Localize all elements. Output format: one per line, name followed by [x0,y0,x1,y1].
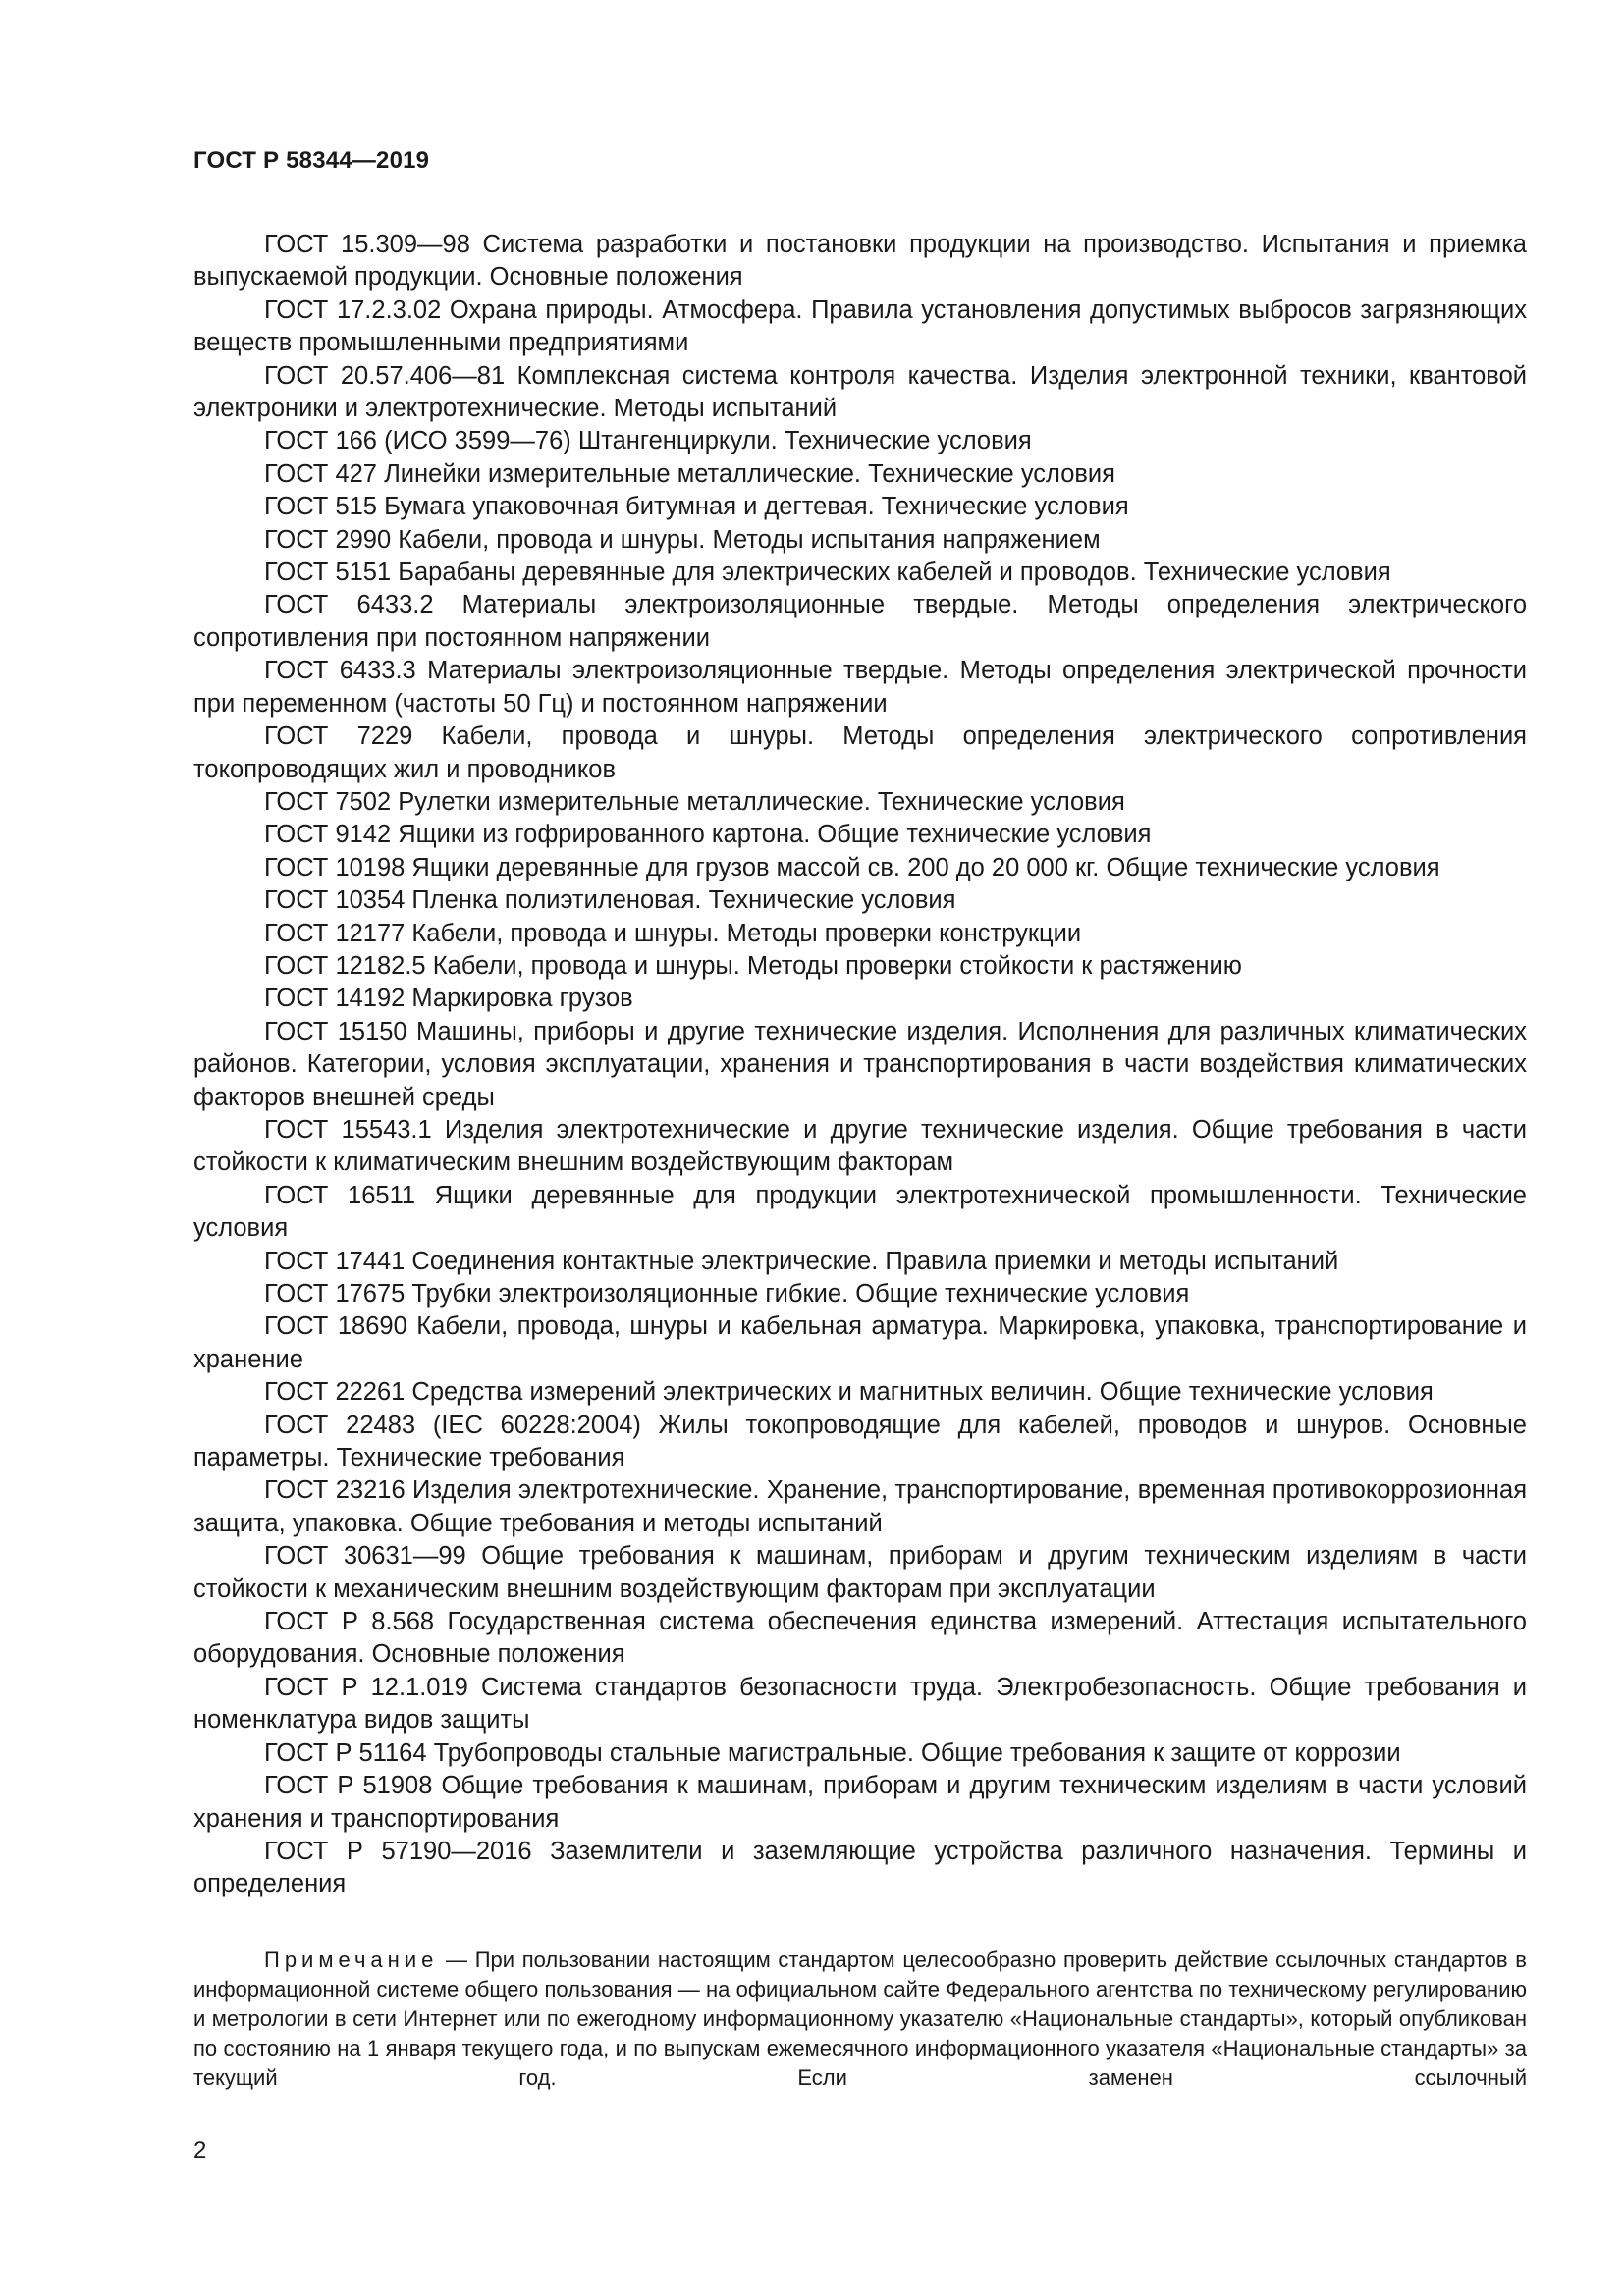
reference-item: ГОСТ 16511 Ящики деревянные для продукции электротехнической промышленности. Технические условия [193,1181,1527,1243]
reference-item: ГОСТ 166 (ИСО 3599—76) Штангенциркули. Технические условия [264,427,1032,455]
reference-item: ГОСТ Р 8.568 Государственная система обеспечения единства измерений. Аттестация испытательного оборудования. Основные положения [193,1608,1527,1669]
reference-item: ГОСТ 30631—99 Общие требования к машинам, приборам и другим техническим изделиям в части стойкости к механическим внешним воздействующим факторам при эксплуатации [193,1542,1527,1603]
reference-item: ГОСТ 23216 Изделия электротехнические. Хранение, транспортирование, временная противокоррозионная защита, упаковка. Общие требования и методы испытаний [193,1476,1527,1537]
reference-item: ГОСТ 15150 Машины, приборы и другие технические изделия. Исполнения для различных климатических районов. Категории, условия эксплуатации, хранения и транспортирования в части воздействия климатических факторов внешней среды [193,1017,1527,1111]
note-text: При пользовании настоящим стандартом целесообразно проверить действие ссылочных стандартов в информационной системе общего пользования — на официальном сайте Федерального агентства по техническому регулированию и метрологии в сети Интернет или по ежегодному информационному указателю «Национальные стандарты», который опубликован по состоянию на 1 января текущего года, и по выпускам ежемесячного информационного указателя «Национальные стандарты» за текущий год. Если заменен ссылочный [193,1948,1527,2090]
reference-item: ГОСТ 7502 Рулетки измерительные металлические. Технические условия [264,787,1125,816]
reference-item: ГОСТ 427 Линейки измерительные металлические. Технические условия [264,459,1115,488]
reference-item: ГОСТ 515 Бумага упаковочная битумная и дегтевая. Технические условия [264,493,1129,521]
reference-item: ГОСТ 10354 Пленка полиэтиленовая. Технические условия [264,886,956,915]
reference-item: ГОСТ 18690 Кабели, провода, шнуры и кабельная арматура. Маркировка, упаковка, транспортирование и хранение [193,1312,1527,1373]
reference-item: ГОСТ Р 12.1.019 Система стандартов безопасности труда. Электробезопасность. Общие требования и номенклатура видов защиты [193,1673,1527,1735]
reference-item: ГОСТ 9142 Ящики из гофрированного картона. Общие технические условия [264,821,1152,849]
reference-item: ГОСТ 14192 Маркировка грузов [264,985,633,1013]
reference-item: ГОСТ 22483 (IEC 60228:2004) Жилы токопроводящие для кабелей, проводов и шнуров. Основные параметры. Технические требования [193,1411,1527,1472]
reference-item: ГОСТ Р 51908 Общие требования к машинам, приборам и другим техническим изделиям в части условий хранения и транспортирования [193,1772,1527,1833]
reference-item: ГОСТ 6433.2 Материалы электроизоляционные твердые. Методы определения электрического сопротивления при постоянном напряжении [193,591,1527,652]
reference-item: ГОСТ 12182.5 Кабели, провода и шнуры. Методы проверки стойкости к растяжению [264,951,1242,980]
note-paragraph [193,1946,1527,2093]
note-label: Примечание [264,1948,439,1972]
page-number: 2 [193,2137,207,2163]
reference-item: ГОСТ 6433.3 Материалы электроизоляционные твердые. Методы определения электрической прочности при переменном (частоты 50 Гц) и постоянном напряжении [193,657,1527,718]
reference-item: ГОСТ 17675 Трубки электроизоляционные гибкие. Общие технические условия [264,1280,1190,1308]
normative-references-list [193,229,1527,1901]
reference-item: ГОСТ 15.309—98 Система разработки и постановки продукции на производство. Испытания и приемка выпускаемой продукции. Основные положения [193,231,1527,292]
reference-item: ГОСТ 12177 Кабели, провода и шнуры. Методы проверки конструкции [264,919,1082,947]
reference-item: ГОСТ 22261 Средства измерений электрических и магнитных величин. Общие технические условия [264,1378,1434,1407]
document-header: ГОСТ Р 58344—2019 [193,147,430,174]
reference-item: ГОСТ 17441 Соединения контактные электрические. Правила приемки и методы испытаний [264,1247,1339,1275]
note-dash: — [438,1948,475,1972]
reference-item: ГОСТ 17.2.3.02 Охрана природы. Атмосфера. Правила установления допустимых выбросов загрязняющих веществ промышленными предприятиями [193,295,1527,357]
reference-item: ГОСТ 2990 Кабели, провода и шнуры. Методы испытания напряжением [264,525,1101,554]
reference-item: ГОСТ 15543.1 Изделия электротехнические и другие технические изделия. Общие требования в части стойкости к климатическим внешним воздействующим факторам [193,1115,1527,1177]
reference-item: ГОСТ 20.57.406—81 Комплексная система контроля качества. Изделия электронной техники, квантовой электроники и электротехнические. Методы испытаний [193,361,1527,423]
reference-item: ГОСТ 5151 Барабаны деревянные для электрических кабелей и проводов. Технические условия [264,559,1391,587]
reference-item: ГОСТ Р 51164 Трубопроводы стальные магистральные. Общие требования к защите от коррозии [264,1738,1401,1767]
reference-item: ГОСТ 7229 Кабели, провода и шнуры. Методы определения электрического сопротивления токопроводящих жил и проводников [193,722,1527,783]
reference-item: ГОСТ 10198 Ящики деревянные для грузов массой св. 200 до 20 000 кг. Общие технические условия [264,853,1440,881]
reference-item: ГОСТ Р 57190—2016 Заземлители и заземляющие устройства различного назначения. Термины и определения [193,1837,1527,1898]
